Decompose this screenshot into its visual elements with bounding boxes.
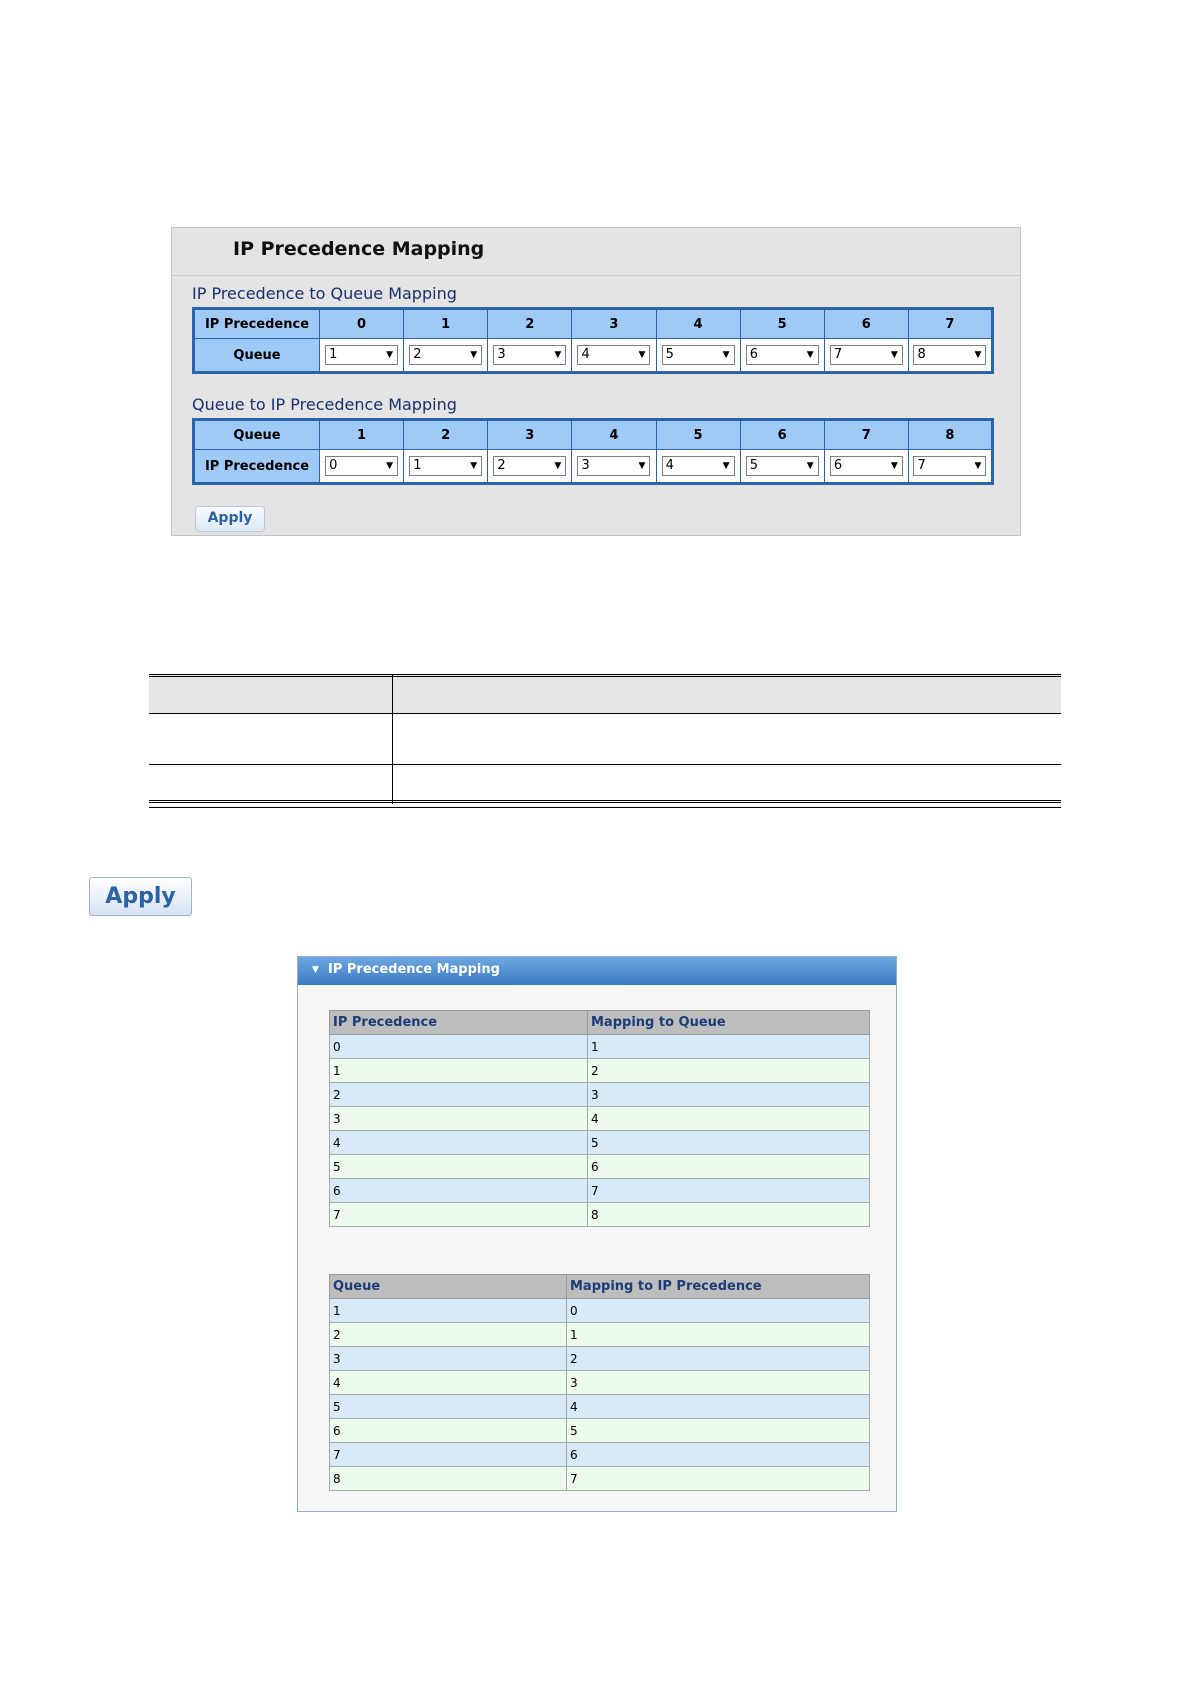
column-header: 2	[404, 420, 488, 450]
table-header-row	[194, 420, 993, 450]
table-row: 7 8	[330, 1203, 870, 1227]
row-header: IP Precedence	[194, 450, 320, 484]
collapse-triangle-icon: ▼	[312, 965, 319, 975]
table-row: 3 2	[330, 1347, 870, 1371]
precedence-select[interactable]: 3 ▼	[577, 456, 650, 476]
column-header: 1	[320, 420, 404, 450]
queue-select[interactable]: 5 ▼	[662, 345, 735, 365]
precedence-to-queue-status-table	[329, 1010, 870, 1227]
dropdown-arrow-icon: ▼	[806, 350, 814, 360]
precedence-select[interactable]: 2 ▼	[493, 456, 566, 476]
dropdown-arrow-icon: ▼	[638, 350, 646, 360]
precedence-select[interactable]: 5 ▼	[746, 456, 819, 476]
column-header: 5	[656, 420, 740, 450]
column-header: 2	[488, 309, 572, 339]
dropdown-arrow-icon: ▼	[974, 350, 982, 360]
column-header: 4	[572, 420, 656, 450]
table-bottom-border	[149, 800, 1061, 808]
table-row: 5 6	[330, 1155, 870, 1179]
dropdown-arrow-icon: ▼	[806, 461, 814, 471]
precedence-select[interactable]: 0 ▼	[325, 456, 398, 476]
dropdown-arrow-icon: ▼	[722, 461, 730, 471]
queue-select[interactable]: 3 ▼	[493, 345, 566, 365]
status-panel-title: IP Precedence Mapping	[328, 962, 500, 977]
precedence-select[interactable]: 1 ▼	[409, 456, 482, 476]
queue-select[interactable]: 1 ▼	[325, 345, 398, 365]
column-header: 7	[824, 420, 908, 450]
precedence-select[interactable]: 6 ▼	[830, 456, 903, 476]
column-header: IP Precedence	[330, 1011, 588, 1035]
table-row: 1 0	[330, 1299, 870, 1323]
column-header: 7	[908, 309, 992, 339]
dropdown-arrow-icon: ▼	[638, 461, 646, 471]
dropdown-arrow-icon: ▼	[974, 461, 982, 471]
section-label-precedence-to-queue: IP Precedence to Queue Mapping	[192, 284, 457, 303]
table-row: 3 4	[330, 1107, 870, 1131]
ip-precedence-status-panel	[297, 956, 897, 1512]
column-header: Mapping to Queue	[588, 1011, 870, 1035]
status-panel-header[interactable]	[298, 957, 896, 985]
dropdown-arrow-icon: ▼	[722, 350, 730, 360]
column-header: 4	[656, 309, 740, 339]
table-header-row	[330, 1011, 870, 1035]
table-row: 2 3	[330, 1083, 870, 1107]
row-header: IP Precedence	[194, 309, 320, 339]
dropdown-arrow-icon: ▼	[890, 350, 898, 360]
table-row-divider	[149, 764, 1061, 765]
ip-precedence-config-panel	[171, 227, 1021, 536]
column-header: 0	[320, 309, 404, 339]
dropdown-arrow-icon: ▼	[470, 461, 478, 471]
queue-to-precedence-status-table	[329, 1274, 870, 1491]
precedence-select[interactable]: 4 ▼	[662, 456, 735, 476]
table-row: 4 3	[330, 1371, 870, 1395]
dropdown-arrow-icon: ▼	[386, 350, 394, 360]
table-row: 0 1	[330, 1035, 870, 1059]
table-row: 6 5	[330, 1419, 870, 1443]
column-header: Queue	[330, 1275, 567, 1299]
description-table	[149, 674, 1061, 806]
queue-select[interactable]: 8 ▼	[913, 345, 986, 365]
table-row: 1 2	[330, 1059, 870, 1083]
column-header: Mapping to IP Precedence	[567, 1275, 870, 1299]
queue-select[interactable]: 2 ▼	[409, 345, 482, 365]
table-row	[194, 339, 993, 373]
table-header-row	[194, 309, 993, 339]
column-header: 1	[404, 309, 488, 339]
dropdown-arrow-icon: ▼	[890, 461, 898, 471]
row-header: Queue	[194, 420, 320, 450]
column-header: 3	[488, 420, 572, 450]
column-header: 8	[908, 420, 992, 450]
row-header: Queue	[194, 339, 320, 373]
dropdown-arrow-icon: ▼	[470, 350, 478, 360]
table-row: 6 7	[330, 1179, 870, 1203]
dropdown-arrow-icon: ▼	[386, 461, 394, 471]
column-header: 6	[824, 309, 908, 339]
page-title: IP Precedence Mapping	[233, 238, 485, 260]
queue-select[interactable]: 7 ▼	[830, 345, 903, 365]
table-row: 5 4	[330, 1395, 870, 1419]
queue-to-precedence-table	[192, 418, 994, 485]
divider	[172, 275, 1020, 276]
table-row: 8 7	[330, 1467, 870, 1491]
description-table-header	[149, 674, 1061, 714]
queue-select[interactable]: 4 ▼	[577, 345, 650, 365]
dropdown-arrow-icon: ▼	[554, 350, 562, 360]
table-row: 2 1	[330, 1323, 870, 1347]
table-row	[194, 450, 993, 484]
precedence-to-queue-table	[192, 307, 994, 374]
apply-button-large[interactable]: Apply	[89, 877, 192, 916]
column-header: 3	[572, 309, 656, 339]
table-row: 4 5	[330, 1131, 870, 1155]
section-label-queue-to-precedence: Queue to IP Precedence Mapping	[192, 395, 457, 414]
precedence-select[interactable]: 7 ▼	[913, 456, 986, 476]
apply-button[interactable]: Apply	[195, 506, 265, 532]
dropdown-arrow-icon: ▼	[554, 461, 562, 471]
column-header: 6	[740, 420, 824, 450]
column-divider	[392, 674, 393, 804]
table-row: 7 6	[330, 1443, 870, 1467]
queue-select[interactable]: 6 ▼	[746, 345, 819, 365]
column-header: 5	[740, 309, 824, 339]
table-header-row	[330, 1275, 870, 1299]
